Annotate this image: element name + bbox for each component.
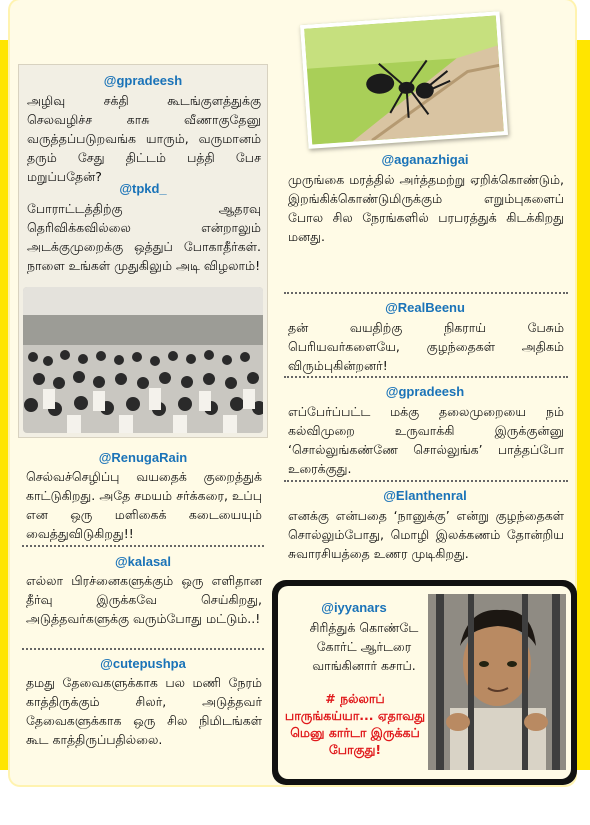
handle-realbeenu[interactable]: @RealBeenu (385, 300, 465, 315)
post-gpradeesh-1: அழிவு சக்தி கூடங்குளத்துக்கு செலவழிச்ச காசு வீணாகுதேனு வருத்தப்படுறவங்க யாரும், வருமானம் தரும் சேது திட்டம் பத்தி பேச மறுப்பதேன்? (27, 93, 261, 184)
handle-elanthenral[interactable]: @Elanthenral (383, 488, 467, 503)
card-iyyanars-inner (278, 586, 571, 779)
handle-aganazhigai[interactable]: @aganazhigai (381, 152, 469, 167)
post-cutepushpa: தமது தேவைகளுக்காக பல மணி நேரம் காத்திருக்கும் சிலர், அடுத்தவர் தேவைகளுக்காக ஒரு சில நிமிடங்கள் கூட காத்திருப்பதில்லை. (26, 675, 262, 747)
post-realbeenu: தன் வயதிற்கு நிகராய் பேசும் பெரியவர்களையே, குழந்தைகள் அதிகம் விரும்புகின்றனர்! (288, 320, 564, 373)
post-kalasal: எல்லா பிரச்னைகளுக்கும் ஒரு எளிதான தீர்வு இருக்கவே செய்கிறது, அடுத்தவர்களுக்கு வரும்போது மட்டும்..! (26, 573, 262, 626)
handle-cutepushpa[interactable]: @cutepushpa (100, 656, 186, 671)
divider (284, 480, 568, 482)
post-iyyanars: சிரித்துக் கொண்டே கோர்ட் ஆர்டரை வாங்கினார் கசாப். (309, 620, 419, 673)
post-elanthenral: எனக்கு என்பதை ‘நானுக்கு’ என்று குழந்தைகள் சொல்லும்போது, மொழி இலக்கணம் தோன்றிய சுவாரசியத்தை உணர முடிகிறது. (288, 508, 564, 561)
post-aganazhigai: முருங்கை மரத்தில் அர்த்தமற்று ஏறிக்கொண்டும், இறங்கிக்கொண்டுமிருக்கும் எறும்புகளைப் போல சில நேரங்களில் பரபரத்துக் கிடக்கிறது மனது. (288, 172, 564, 244)
handle-gpradeesh-1[interactable]: @gpradeesh (103, 73, 183, 88)
card-iyyanars (272, 580, 577, 785)
handle-iyyanars[interactable]: @iyyanars (321, 600, 387, 615)
note-iyyanars: # நல்லாப் பாருங்கய்யா... ஏதாவது மெனு கார்டா இருக்கப் போகுது! (284, 691, 426, 757)
handle-renugarain[interactable]: @RenugaRain (98, 450, 188, 465)
divider (22, 545, 264, 547)
handle-tpkd[interactable]: @tpkd_ (119, 181, 167, 196)
crowd-photo (23, 287, 263, 433)
divider (22, 648, 264, 650)
handle-kalasal[interactable]: @kalasal (114, 554, 172, 569)
divider (284, 376, 568, 378)
ant-photo (300, 11, 508, 149)
card-protest (18, 64, 268, 438)
divider (284, 292, 568, 294)
prisoner-photo (428, 594, 566, 770)
post-gpradeesh-2: எப்பேர்ப்பட்ட மக்கு தலைமுறையை நம் கல்விமுறை உருவாக்கி இருக்குன்னு ‘சொல்லுங்கண்ணே சொல்லுங்க’ பாத்தப்போ உரைக்குது. (288, 404, 564, 476)
post-renugarain: செல்வச்செழிப்பு வயதைக் குறைத்துக் காட்டுகிறது. அதே சமயம் சர்க்கரை, உப்பு என ஒரு மளிகைக் கடையையும் வைத்துவிடுகிறது!! (26, 469, 262, 541)
post-tpkd: போராட்டத்திற்கு ஆதரவு தெரிவிக்கவில்லை என்றாலும் அடக்குமுறைக்கு ஒத்துப் போகாதீர்கள். நாளை உங்கள் முதுகிலும் அடி விழலாம்! (27, 201, 261, 273)
handle-gpradeesh-2[interactable]: @gpradeesh (385, 384, 465, 399)
